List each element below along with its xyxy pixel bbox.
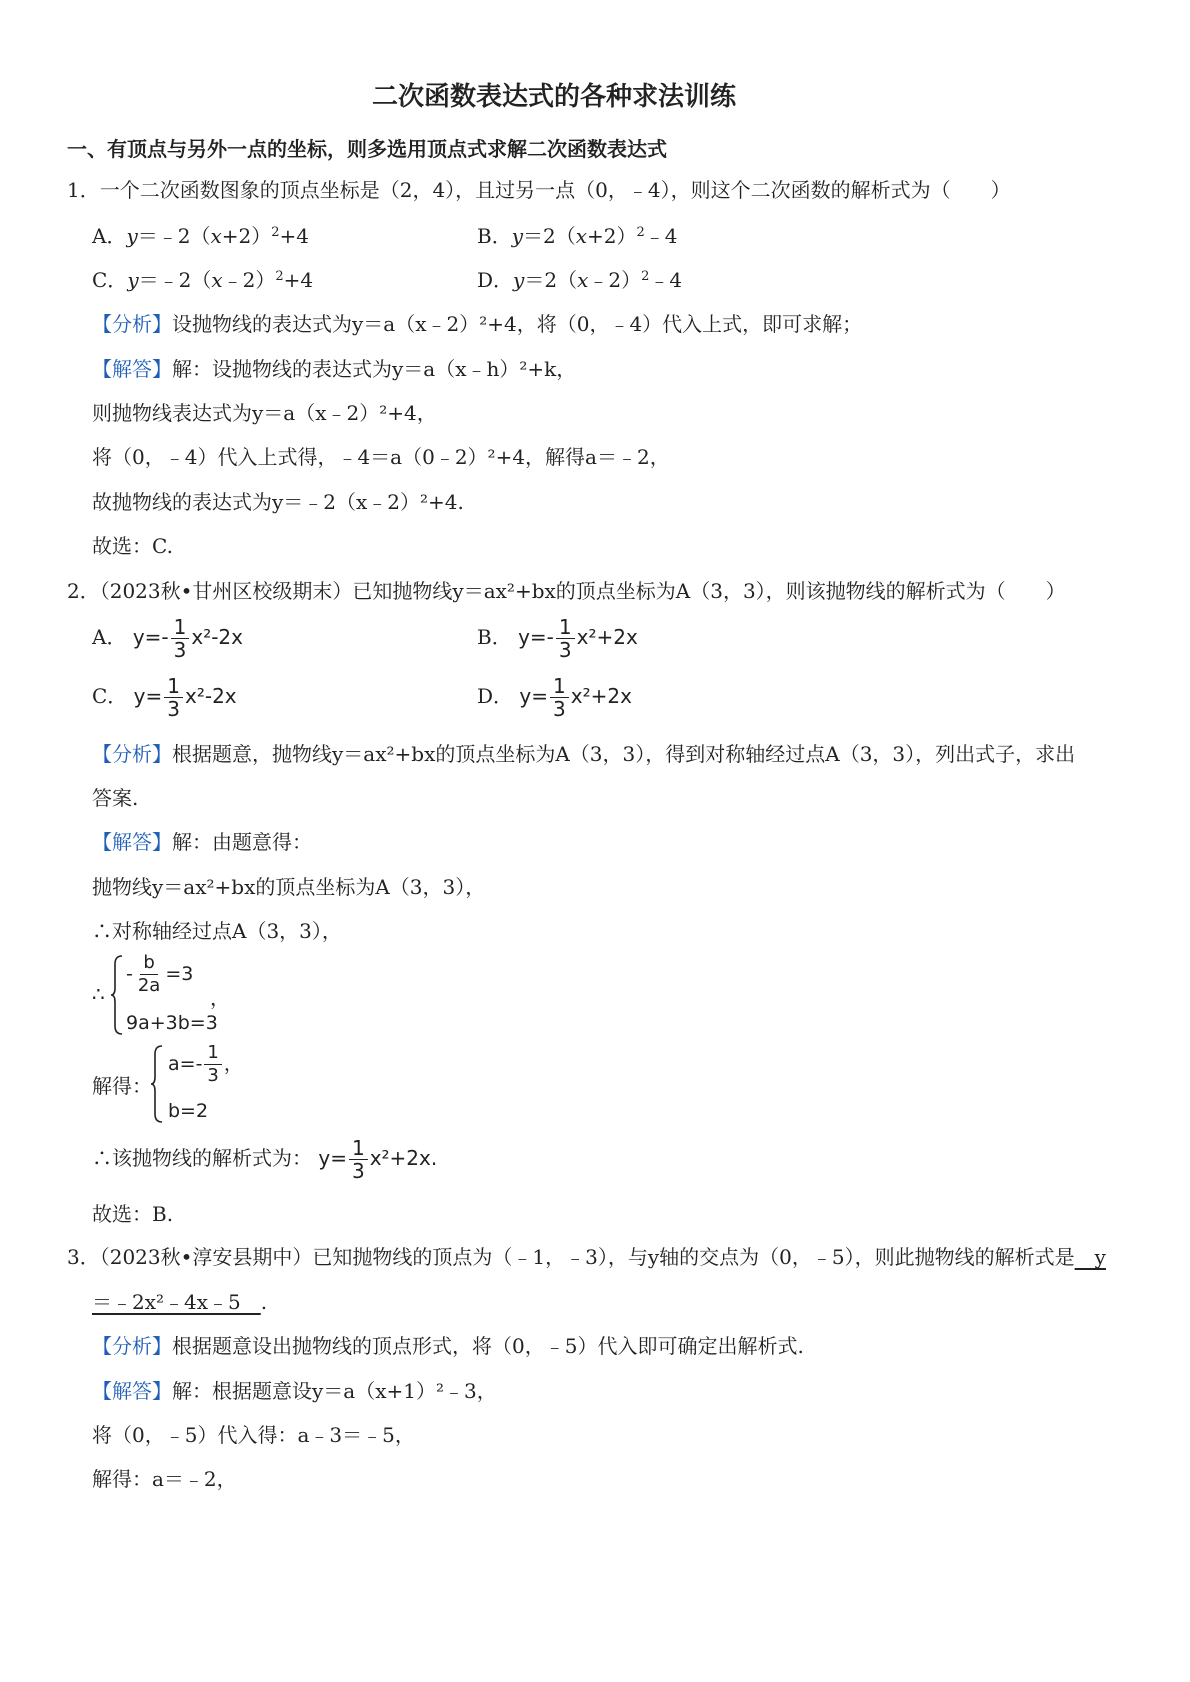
q3-solution-2: 将（0，﹣5）代入得：a﹣3＝﹣5， — [92, 1423, 415, 1447]
q1-option-b: B．$y=2(x+2)^2﹣4$ — [477, 224, 678, 248]
q3-solution-3: 解得：a＝﹣2， — [92, 1467, 237, 1491]
answer-tag: 【解答】 — [92, 830, 172, 854]
analysis-tag: 【分析】 — [92, 312, 172, 336]
q1-solution-2: 则抛物线表达式为y＝a（x﹣2）²+4， — [92, 401, 437, 425]
q1-stem: 1．一个二次函数图象的顶点坐标是（2，4），且过另一点（0，﹣4），则这个二次函数的解析式为（ ） — [67, 178, 1011, 202]
answer-blank: y — [1074, 1245, 1106, 1269]
q1-choice: 故选：C. — [92, 534, 173, 558]
q2-option-c: C． y= $\frac{1}{3}$ x²-2x — [92, 674, 237, 721]
q3-analysis: 【分析】根据题意设出抛物线的顶点形式，将（0，﹣5）代入即可确定出解析式. — [92, 1334, 804, 1358]
analysis-tag: 【分析】 — [92, 742, 172, 766]
q3-solution-1: 【解答】解：根据题意设y＝a（x+1）²﹣3， — [92, 1379, 497, 1403]
q1-solution-1: 【解答】解：设抛物线的表达式为y＝a（x﹣h）²+k， — [92, 357, 577, 381]
left-brace-icon — [110, 954, 124, 1036]
q3-stem-cont: ＝﹣2x²﹣4x﹣5 . — [92, 1290, 268, 1314]
q2-solution-1: 【解答】解：由题意得： — [92, 830, 312, 854]
equation-system-2: 解得： a=- $\frac{1}{3}$ ， b=2 — [92, 1042, 243, 1122]
q2-option-b: B． y=- $\frac{1}{3}$ x²+2x — [477, 615, 638, 662]
q2-analysis-2: 答案. — [92, 786, 139, 810]
q1-option-d: D．y＝2（x﹣2）$^2$﹣4 — [477, 268, 683, 292]
analysis-tag: 【分析】 — [92, 1334, 172, 1358]
q2-option-a: A． y=- $\frac{1}{3}$ x²-2x — [92, 615, 243, 662]
section-heading: 一、有顶点与另外一点的坐标，则多选用顶点式求解二次函数表达式 — [67, 137, 667, 161]
q2-stem: 2．（2023秋•甘州区校级期末）已知抛物线y＝ax²+bx的顶点坐标为A（3，3），则该抛物线的解析式为（ ） — [67, 579, 1066, 603]
answer-tag: 【解答】 — [92, 1379, 172, 1403]
q1-solution-3: 将（0，﹣4）代入上式得，﹣4＝a（0﹣2）²+4，解得a＝﹣2， — [92, 445, 670, 469]
q2-option-d: D． y= $\frac{1}{3}$ x²+2x — [477, 674, 632, 721]
q2-solution-2: 抛物线y＝ax²+bx的顶点坐标为A（3，3）， — [92, 875, 486, 899]
left-brace-icon — [150, 1044, 164, 1124]
q1-option-c: C．y＝﹣2（x﹣2）$^2$+4 — [92, 268, 314, 292]
q1-analysis: 【分析】设抛物线的表达式为y＝a（x﹣2）²+4，将（0，﹣4）代入上式，即可求解； — [92, 312, 863, 336]
q2-final-expression: ∴该抛物线的解析式为： y= $\frac{1}{3}$ x²+2x. — [92, 1136, 438, 1183]
q2-analysis-1: 【分析】根据题意，抛物线y＝ax²+bx的顶点坐标为A（3，3），得到对称轴经过点A（3，3），列出式子，求出 — [92, 742, 1076, 766]
q2-choice: 故选：B. — [92, 1202, 174, 1226]
q1-solution-4: 故抛物线的表达式为y＝﹣2（x﹣2）²+4. — [92, 490, 464, 514]
q1-option-a: A．$y=﹣2(x+2)^2+4$ — [92, 224, 310, 248]
q2-solution-3: ∴对称轴经过点A（3，3）， — [92, 919, 342, 943]
q3-stem: 3．（2023秋•淳安县期中）已知抛物线的顶点为（﹣1，﹣3），与y轴的交点为（0，﹣5），则此抛物线的解析式是 y — [67, 1245, 1106, 1269]
equation-system-1: ∴ - $\frac{b}{2a}$ =3 9a+3b=3 ， — [92, 952, 230, 1034]
answer-tag: 【解答】 — [92, 357, 172, 381]
page-title: 二次函数表达式的各种求法训练 — [372, 82, 737, 112]
answer-blank: ＝﹣2x²﹣4x﹣5 — [92, 1290, 261, 1314]
